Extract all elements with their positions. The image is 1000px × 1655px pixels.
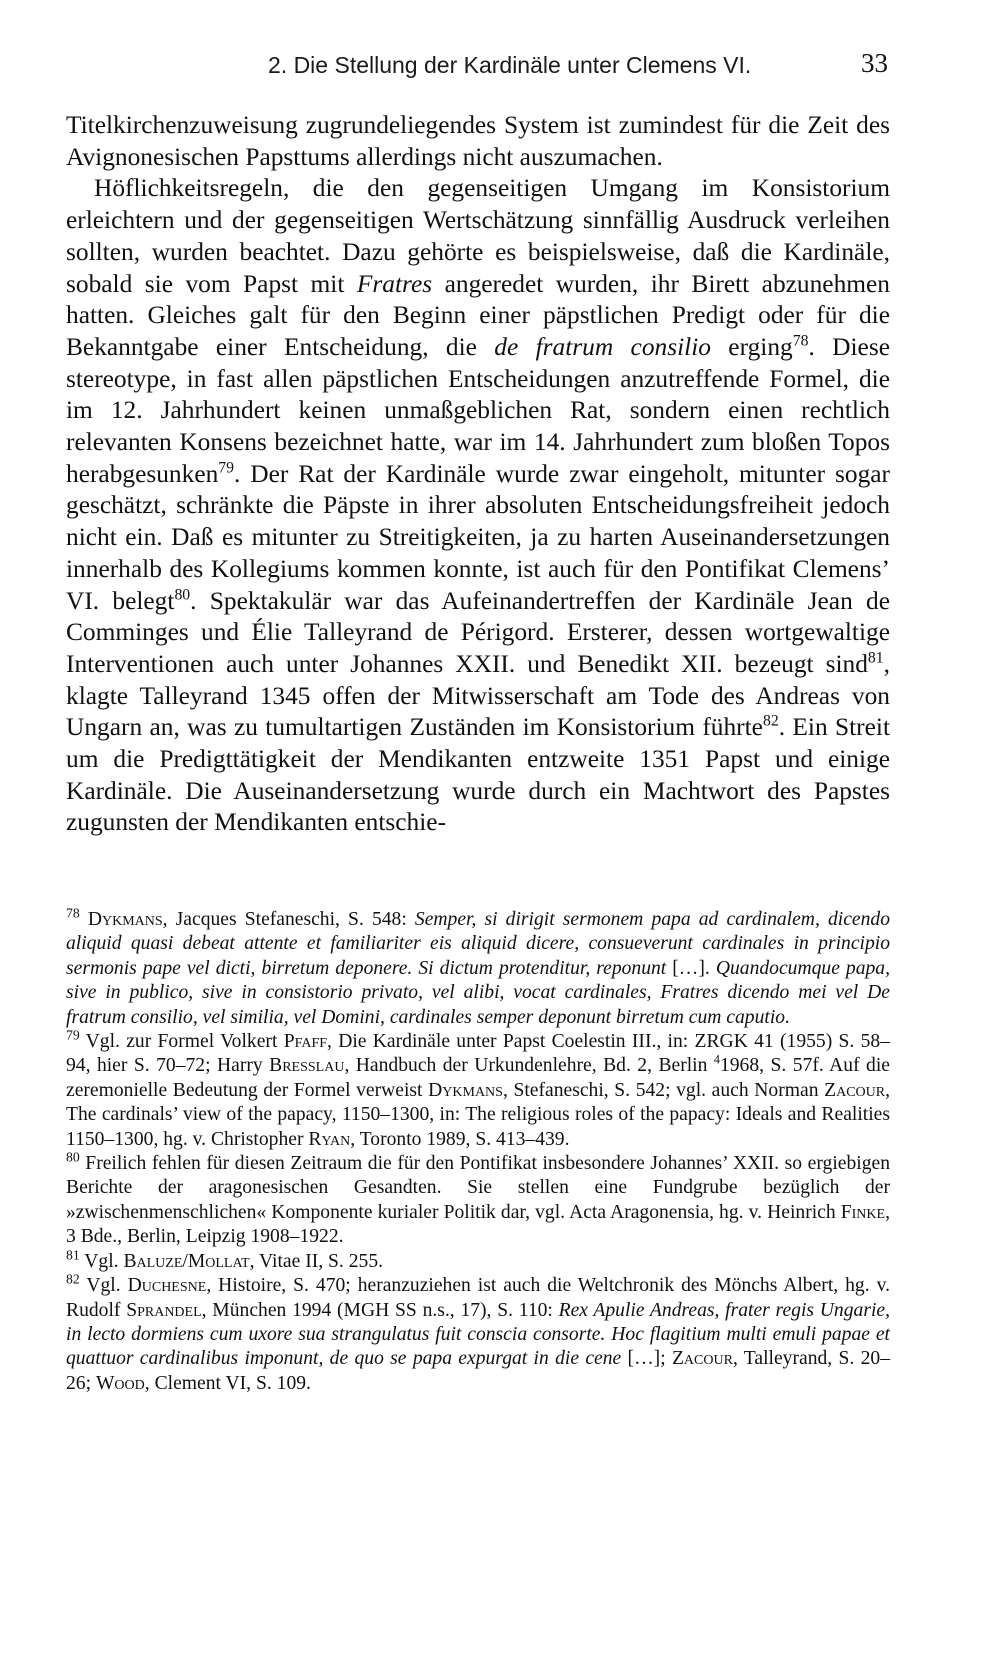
author-name: Baluze/Mollat [123, 1250, 250, 1272]
running-head [268, 48, 888, 88]
footnote-text: , Histoire, S. 470; heranzuziehen ist auch die Weltchronik des Mönchs Albert, hg. v. Rudolf [66, 1275, 891, 1321]
paragraph-1 [66, 110, 890, 173]
p2-text-f: . Spektakulär war das Aufeinandertreffen der Kardinäle Jean de Comminges und Élie Talleyrand de Périgord. Ersterer, dessen wortgewaltige Interventionen auch unter Johannes XXII. und Benedikt XII. bezeugt sind [66, 586, 890, 678]
footnote-number: 80 [66, 1149, 80, 1165]
footnote-ref-82[interactable]: 82 [762, 712, 779, 730]
author-name: Sprandel [126, 1299, 202, 1321]
p2-text-b: angeredet wurden, ihr Birett abzunehmen hatten. Gleiches galt für den Beginn einer päpstlichen Predigt oder für die Bekanntgabe einer Entscheidung, die [66, 269, 890, 361]
footnote-text: Vgl. [86, 1275, 128, 1297]
footnote-text: Vgl. [84, 1250, 124, 1272]
footnote-text: , Talleyrand, S. 20–26; [66, 1348, 890, 1394]
paragraph-2 [66, 173, 890, 839]
p2-text-c: erging [710, 332, 793, 361]
footnote-ref-79[interactable]: 79 [218, 458, 235, 476]
term-fratres: Fratres [356, 269, 433, 298]
p2-text-g: , klagte Talleyrand 1345 offen der Mitwisserschaft am Tode des Andreas von Ungarn an, was zu tumultartigen Zuständen im Konsistorium führte [66, 649, 890, 742]
author-name: Zacour [824, 1079, 886, 1101]
footnote-78 [66, 905, 890, 1030]
footnote-text: […]. [666, 957, 716, 979]
footnote-text: , Die Kardinäle unter Papst Coelestin III., in: ZRGK 41 (1955) S. 58–94, hier S. 70–72; Harry [66, 1031, 891, 1077]
p2-text-h: . Ein Streit um die Predigttätigkeit der Mendikanten entzweite 1351 Papst und einige Kardinäle. Die Auseinandersetzung wurde durch ein Machtwort des Papstes zugunsten der Mendikanten entschie- [66, 713, 891, 837]
page-number: 33 [861, 48, 888, 78]
footnote-text: , Stefaneschi, S. 542; vgl. auch Norman [502, 1079, 825, 1101]
latin-quote: Quandocumque papa, sive in publico, sive in consistorio privato, vel alibi, vocat cardinales, Fratres dicendo mei vel De fratrum consilio, vel similia, vel Domini, cardinales semper deponunt birretum cum caputio. [66, 957, 890, 1028]
footnote-number: 82 [66, 1271, 80, 1287]
footnote-text: , München 1994 (MGH SS n.s., 17), S. 110: [201, 1299, 559, 1321]
footnote-text: Freilich fehlen für diesen Zeitraum die für den Pontifikat insbesondere Johannes’ XXII. so ergiebigen Berichte der aragonesischen Gesandten. Sie stellen eine Fundgrube bezüglich der »zwischenmenschlichen« Komponente kurialer Politik dar, vgl. Acta Aragonensia, hg. v. Heinrich [66, 1153, 890, 1223]
footnote-81 [66, 1247, 890, 1274]
footnote-ref-80[interactable]: 80 [174, 585, 191, 603]
author-name: Wood [95, 1372, 145, 1394]
latin-quote: Semper, si dirigit sermonem papa ad cardinalem, dicendo aliquid quasi debeat attente et familiariter eis aliquid dicere, consueverunt cardinales in principio sermonis pape vel dicti, birretum deponere. Si dictum protenditur, reponunt [66, 909, 890, 979]
footnote-ref-81[interactable]: 81 [867, 649, 884, 667]
latin-quote: Rex Apulie Andreas, frater regis Ungarie, in lecto dormiens cum uxore sua strangulatus fuit conscia consorte. Hoc flagitium multi emuli papae et quattuor cardinalibus imponunt, de quo se papa expurgat in die cene [66, 1299, 890, 1370]
author-name: Dykmans [428, 1079, 503, 1101]
footnote-80 [66, 1149, 890, 1250]
footnote-text: , Toronto 1989, S. 413–439. [350, 1128, 570, 1150]
footnote-number: 81 [66, 1247, 80, 1263]
main-text [66, 110, 890, 839]
footnote-text: , The cardinals’ view of the papacy, 1150–1300, in: The religious roles of the papacy: Ideals and Realities 1150–1300, hg. v. Christopher [66, 1079, 890, 1150]
footnote-text: , Clement VI, S. 109. [144, 1372, 311, 1394]
footnote-number: 78 [66, 905, 80, 921]
paragraph-1-text: Titelkirchenzuweisung zugrundeliegendes System ist zumindest für die Zeit des Avignonesischen Papsttums allerdings nicht auszumachen. [66, 111, 890, 171]
edition-superscript: 4 [713, 1052, 720, 1067]
footnote-ref-78[interactable]: 78 [792, 332, 809, 350]
footnote-text: Vgl. zur Formel Volkert [85, 1031, 284, 1053]
author-name: Bresslau [269, 1055, 345, 1077]
author-name: Finke [840, 1201, 886, 1223]
term-de-fratrum-consilio: de fratrum consilio [494, 332, 711, 361]
footnote-82 [66, 1271, 891, 1396]
footnote-text: , Handbuch der Urkundenlehre, Bd. 2, Berlin [344, 1055, 714, 1077]
footnote-text: […]; [621, 1348, 672, 1370]
footnotes [66, 905, 891, 1396]
chapter-title: 2. Die Stellung der Kardinäle unter Clemens VI. [268, 52, 752, 78]
p2-text-a: Höflichkeitsregeln, die den gegenseitigen Umgang im Konsistorium erleichtern und der gegenseitigen Wertschätzung sinnfällig Ausdruck verleihen sollten, wurden beachtet. Dazu gehörte es beispielsweise, daß die Kardinäle, sobald sie vom Papst mit [66, 174, 890, 298]
author-name: Zacour [671, 1348, 733, 1370]
footnote-text: , 3 Bde., Berlin, Leipzig 1908–1922. [66, 1201, 890, 1248]
author-name: Pfaff [283, 1031, 328, 1053]
footnote-79 [66, 1027, 891, 1152]
p2-text-e: . Der Rat der Kardinäle wurde zwar eingeholt, mitunter sogar geschätzt, schränkte die Päpste in ihrer absoluten Entscheidungsfreiheit jedoch nicht ein. Daß es mitunter zu Streitigkeiten, ja zu harten Auseinandersetzungen innerhalb des Kollegiums kommen konnte, ist auch für den Pontifikat Clemens’ VI. belegt [66, 459, 890, 615]
footnote-text: , Jacques Stefaneschi, S. 548: [162, 909, 415, 930]
p2-text-d: . Diese stereotype, in fast allen päpstlichen Entscheidungen anzutreffende Formel, die im 12. Jahrhundert keinen unmaßgeblichen Rat, sondern einen rechtlich relevanten Konsens bezeichnet hatte, war im 14. Jahrhundert zum bloßen Topos herabgesunken [66, 332, 890, 488]
footnote-text: , Vitae II, S. 255. [249, 1250, 384, 1272]
footnote-number: 79 [66, 1027, 80, 1043]
author-name: Duchesne [127, 1275, 207, 1297]
author-name: Ryan [308, 1128, 351, 1150]
footnote-text: 1968, S. 57f. Auf die zeremonielle Bedeutung der Formel verweist [66, 1055, 890, 1101]
author-name: Dykmans [87, 909, 163, 930]
